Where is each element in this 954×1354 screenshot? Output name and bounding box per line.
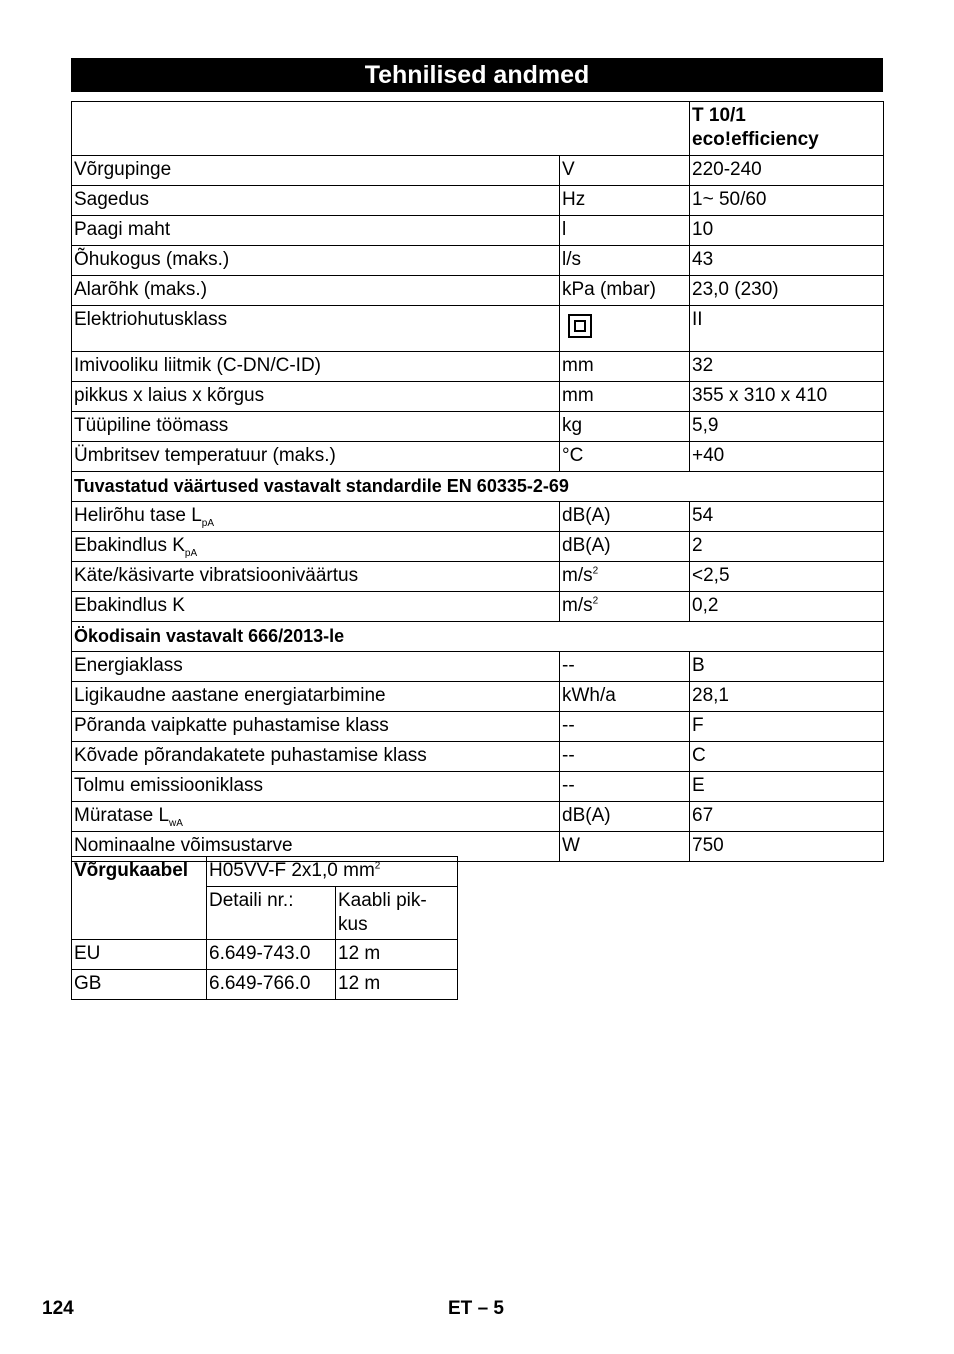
cable-region: EU xyxy=(72,940,207,970)
table-row xyxy=(72,276,884,306)
row-unit: l/s xyxy=(560,246,690,276)
model-name-cell xyxy=(690,102,884,156)
row-unit: -- xyxy=(560,652,690,682)
table-row xyxy=(72,246,884,276)
row-unit xyxy=(560,306,690,352)
row-label: Energiaklass xyxy=(72,652,560,682)
row-label: Ligikaudne aastane energiatarbimine xyxy=(72,682,560,712)
footer-language: ET xyxy=(448,1298,473,1319)
row-value: +40 xyxy=(690,442,884,472)
row-unit: Hz xyxy=(560,186,690,216)
table-row xyxy=(72,802,884,832)
row-unit: °C xyxy=(560,442,690,472)
row-label: Põranda vaipkatte puhastamise klass xyxy=(72,712,560,742)
row-unit: kg xyxy=(560,412,690,442)
cable-part-number: 6.649-766.0 xyxy=(207,970,336,1000)
table-row xyxy=(72,857,458,887)
page-title: Tehnilised andmed xyxy=(71,58,883,92)
section-heading-noise xyxy=(72,472,884,502)
cable-length: 12 m xyxy=(336,940,458,970)
table-row xyxy=(72,532,884,562)
cable-part-number: 6.649-743.0 xyxy=(207,940,336,970)
row-label: pikkus x laius x kõrgus xyxy=(72,382,560,412)
table-row xyxy=(72,382,884,412)
row-unit: mm xyxy=(560,382,690,412)
protection-class-ii-icon xyxy=(568,314,592,338)
row-value: <2,5 xyxy=(690,562,884,592)
row-unit: -- xyxy=(560,742,690,772)
table-row xyxy=(72,216,884,246)
row-unit: V xyxy=(560,156,690,186)
footer-language-section xyxy=(448,1298,504,1320)
row-label: Elektriohutusklass xyxy=(72,306,560,352)
row-unit: $m/s^2$ xyxy=(560,592,690,622)
row-value: C xyxy=(690,742,884,772)
table-row xyxy=(72,352,884,382)
row-value: 10 xyxy=(690,216,884,246)
row-value: 220-240 xyxy=(690,156,884,186)
row-label: Ebakindlus K xyxy=(72,592,560,622)
row-label: Ümbritsev temperatuur (maks.) xyxy=(72,442,560,472)
row-value: 43 xyxy=(690,246,884,276)
table-row xyxy=(72,970,458,1000)
row-label: Võrgupinge xyxy=(72,156,560,186)
row-value: 355 x 310 x 410 xyxy=(690,382,884,412)
row-label: Õhukogus (maks.) xyxy=(72,246,560,276)
technical-data-table xyxy=(71,101,884,862)
table-row xyxy=(72,502,884,532)
row-unit: l xyxy=(560,216,690,246)
table-row xyxy=(72,156,884,186)
row-unit: $m/s^2$ xyxy=(560,562,690,592)
row-value: 54 xyxy=(690,502,884,532)
row-label: Imivooliku liitmik (C-DN/C-ID) xyxy=(72,352,560,382)
table-row xyxy=(72,742,884,772)
row-unit: -- xyxy=(560,772,690,802)
row-unit: kPa (mbar) xyxy=(560,276,690,306)
row-unit: dB(A) xyxy=(560,532,690,562)
table-row xyxy=(72,592,884,622)
table-row xyxy=(72,772,884,802)
table-row xyxy=(72,652,884,682)
row-value: II xyxy=(690,306,884,352)
row-label: Alarõhk (maks.) xyxy=(72,276,560,306)
power-cable-table xyxy=(71,856,458,1000)
cable-type: H05VV-F 2x1,0 $mm^2$ xyxy=(207,857,458,887)
row-value: E xyxy=(690,772,884,802)
footer-section-number: – 5 xyxy=(477,1298,504,1319)
row-unit: kWh/a xyxy=(560,682,690,712)
column-header-part-number: Detaili nr.: xyxy=(207,887,336,940)
table-row xyxy=(72,712,884,742)
section-title: Ökodisain vastavalt 666/2013-le xyxy=(72,622,884,652)
column-header-cable-length: Kaabli pik- kus xyxy=(336,887,458,940)
table-row xyxy=(72,940,458,970)
cable-length: 12 m xyxy=(336,970,458,1000)
section-heading-ecodesign xyxy=(72,622,884,652)
row-unit: dB(A) xyxy=(560,802,690,832)
row-value: 0,2 xyxy=(690,592,884,622)
table-header-row xyxy=(72,102,884,156)
model-name-line2: eco!efficiency xyxy=(692,129,819,150)
row-label: Kõvade põrandakatete puhastamise klass xyxy=(72,742,560,772)
page-number: 124 xyxy=(42,1298,74,1319)
row-label: Paagi maht xyxy=(72,216,560,246)
cable-region: GB xyxy=(72,970,207,1000)
row-label: Helirõhu tase $L_{pA}$ xyxy=(72,502,560,532)
row-value: 32 xyxy=(690,352,884,382)
table-row xyxy=(72,682,884,712)
table-row xyxy=(72,412,884,442)
row-value: 67 xyxy=(690,802,884,832)
row-label: Müratase $L_{wA}$ xyxy=(72,802,560,832)
table-row xyxy=(72,562,884,592)
row-value: 23,0 (230) xyxy=(690,276,884,306)
model-name-line1: T 10/1 xyxy=(692,105,746,126)
table-row xyxy=(72,186,884,216)
row-label: Ebakindlus $K_{pA}$ xyxy=(72,532,560,562)
row-label: Tüüpiline töömass xyxy=(72,412,560,442)
row-value: 5,9 xyxy=(690,412,884,442)
row-value: 1~ 50/60 xyxy=(690,186,884,216)
row-label: Käte/käsivarte vibratsiooniväärtus xyxy=(72,562,560,592)
table-row xyxy=(72,306,884,352)
row-value: 750 xyxy=(690,832,884,862)
row-unit: W xyxy=(560,832,690,862)
row-value: F xyxy=(690,712,884,742)
row-unit: dB(A) xyxy=(560,502,690,532)
header-empty-cell xyxy=(72,102,690,156)
row-label: Tolmu emissiooniklass xyxy=(72,772,560,802)
row-value: 2 xyxy=(690,532,884,562)
row-unit: mm xyxy=(560,352,690,382)
row-value: 28,1 xyxy=(690,682,884,712)
row-label: Sagedus xyxy=(72,186,560,216)
row-unit: -- xyxy=(560,712,690,742)
table-row xyxy=(72,442,884,472)
row-label: Nominaalne võimsustarve xyxy=(72,832,560,862)
cable-heading: Võrgukaabel xyxy=(72,857,207,940)
section-title: Tuvastatud väärtused vastavalt standardile EN 60335-2-69 xyxy=(72,472,884,502)
row-value: B xyxy=(690,652,884,682)
